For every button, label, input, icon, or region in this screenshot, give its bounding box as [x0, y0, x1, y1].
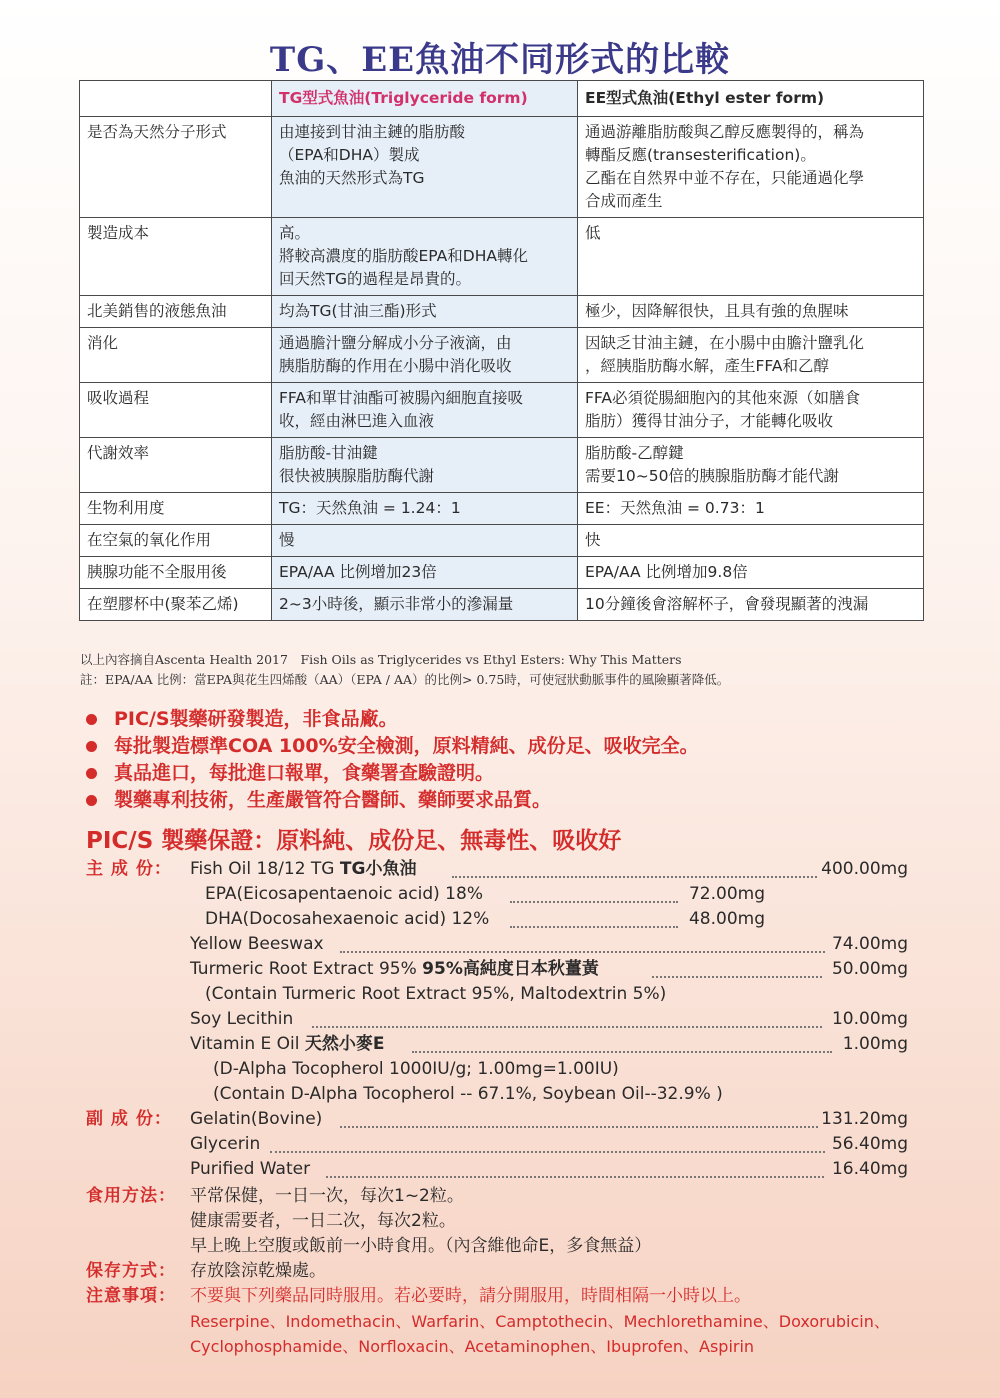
row-label: 吸收過程: [80, 383, 272, 438]
comparison-table: [79, 80, 924, 621]
table-row: [80, 525, 924, 557]
tg-cell: [272, 493, 578, 525]
turmeric-note: (Contain Turmeric Root Extract 95%, Maltodextrin 5%): [205, 984, 667, 1004]
leader-dots: [340, 951, 825, 953]
cell-line: 合成而產生: [585, 192, 663, 210]
bullet-dot-icon: [86, 795, 97, 806]
cell-line: 將較高濃度的脂肪酸EPA和DHA轉化: [279, 247, 528, 265]
cell-line: 通過游離脂肪酸與乙醇反應製得的，稱為: [585, 123, 865, 141]
feature-list: [86, 706, 699, 814]
glycerin-line: Glycerin: [190, 1134, 261, 1154]
cell-line: 收，經由淋巴進入血液: [279, 412, 435, 430]
cell-line: 脂肪酸-乙醇鍵: [585, 444, 684, 462]
page-title: TG、EE魚油不同形式的比較: [269, 40, 731, 80]
cell-line: 2~3小時後，顯示非常小的滲漏量: [279, 595, 514, 613]
usage-line-3: 早上晚上空腹或飯前一小時食用。（內含維他命E，多食無益）: [190, 1236, 652, 1256]
row-label: 北美銷售的液態魚油: [80, 296, 272, 328]
list-item: 每批製造標準COA 100%安全檢測，原料精純、成份足、吸收完全。: [86, 733, 699, 760]
table-row: [80, 589, 924, 621]
row-label: 代謝效率: [80, 438, 272, 493]
vitamin-e-line: Vitamin E Oil 天然小麥E: [190, 1034, 385, 1054]
tg-cell: [272, 383, 578, 438]
cell-line: FFA和單甘油酯可被腸內細胞直接吸: [279, 389, 524, 407]
ratio-note: 註：EPA/AA 比例：當EPA與花生四烯酸（AA）（EPA / AA）的比例> 0.75時，可使冠狀動脈事件的風險顯著降低。: [80, 672, 730, 687]
ee-cell: [578, 218, 924, 296]
cell-line: 由連接到甘油主鏈的脂肪酸: [279, 123, 466, 141]
cell-line: EPA/AA 比例增加23倍: [279, 563, 437, 581]
ee-cell: [578, 117, 924, 218]
bullet-dot-icon: [86, 714, 97, 725]
table-header-row: [80, 81, 924, 117]
caution-label: 注意事項：: [86, 1286, 176, 1306]
dha-amount: 48.00mg: [688, 909, 765, 929]
water-amount: 16.40mg: [831, 1159, 908, 1179]
leader-dots: [652, 976, 822, 978]
leader-dots: [270, 1151, 825, 1153]
usage-line-2: 健康需要者，一日二次，每次2粒。: [190, 1211, 456, 1231]
cell-line: EE：天然魚油 = 0.73：1: [585, 499, 765, 517]
list-item: PIC/S製藥研發製造，非食品廠。: [86, 706, 699, 733]
tg-cell: [272, 218, 578, 296]
tg-cell: [272, 438, 578, 493]
row-label: 消化: [80, 328, 272, 383]
sub-ingredient-label: 副 成 份：: [86, 1109, 172, 1129]
soy-lecithin-line: Soy Lecithin: [190, 1009, 294, 1029]
vitamin-e-note-1: (D-Alpha Tocopherol 1000IU/g; 1.00mg=1.00IU): [213, 1059, 619, 1079]
cell-line: 均為TG(甘油三酯)形式: [279, 302, 437, 320]
table-row: [80, 438, 924, 493]
vitamin-e-note-2: (Contain D-Alpha Tocopherol -- 67.1%, Soybean Oil--32.9% ): [213, 1084, 723, 1104]
tg-cell: [272, 557, 578, 589]
cell-line: 回天然TG的過程是昂貴的。: [279, 270, 471, 288]
turmeric-line: Turmeric Root Extract 95% 95%高純度日本秋薑黃: [190, 959, 599, 979]
storage-label: 保存方式：: [86, 1261, 176, 1281]
row-label: 在塑膠杯中(聚苯乙烯): [80, 589, 272, 621]
source-note: 以上內容摘自Ascenta Health 2017 Fish Oils as Triglycerides vs Ethyl Esters: Why This Matters: [80, 652, 682, 667]
cell-line: 高。: [279, 224, 311, 242]
bullet-dot-icon: [86, 768, 97, 779]
tg-cell: [272, 525, 578, 557]
drug-list-1: Reserpine、Indomethacin、Warfarin、Camptothecin、Mechlorethamine、Doxorubicin、: [190, 1312, 890, 1331]
cell-line: 因缺乏甘油主鏈，在小腸中由膽汁鹽乳化: [585, 334, 865, 352]
row-label: 在空氣的氧化作用: [80, 525, 272, 557]
cell-line: 脂肪酸-甘油鍵: [279, 444, 378, 462]
table-row: [80, 117, 924, 218]
cell-line: 很快被胰腺脂肪酶代謝: [279, 467, 435, 485]
ee-cell: [578, 493, 924, 525]
table-row: [80, 218, 924, 296]
table-row: [80, 328, 924, 383]
ee-cell: [578, 589, 924, 621]
row-label: 生物利用度: [80, 493, 272, 525]
main-ingredient-label: 主 成 份：: [86, 859, 172, 879]
dha-line: DHA(Docosahexaenoic acid) 12%: [205, 909, 490, 929]
ee-cell: [578, 383, 924, 438]
ee-cell: [578, 557, 924, 589]
list-item: 真品進口，每批進口報單，食藥署查驗證明。: [86, 760, 699, 787]
fish-oil-amount: 400.00mg: [821, 859, 908, 879]
tg-cell: [272, 589, 578, 621]
ee-cell: [578, 328, 924, 383]
leader-dots: [312, 1026, 822, 1028]
tg-cell: [272, 296, 578, 328]
cell-line: （EPA和DHA）製成: [279, 146, 420, 164]
epa-line: EPA(Eicosapentaenoic acid) 18%: [205, 884, 483, 904]
cell-line: 轉酯反應(transesterification)。: [585, 146, 816, 164]
gelatin-amount: 131.20mg: [821, 1109, 908, 1129]
cell-line: TG：天然魚油 = 1.24：1: [279, 499, 461, 517]
leader-dots: [326, 1176, 824, 1178]
leader-dots: [340, 1126, 818, 1128]
header-ee: EE型式魚油(Ethyl ester form): [578, 81, 924, 117]
cell-line: ，經胰脂肪酶水解，產生FFA和乙醇: [585, 357, 830, 375]
bullet-dot-icon: [86, 741, 97, 752]
pics-heading: PIC/S 製藥保證：原料純、成份足、無毒性、吸收好: [86, 828, 622, 854]
ee-cell: [578, 296, 924, 328]
beeswax-amount: 74.00mg: [831, 934, 908, 954]
caution-text: 不要與下列藥品同時服用。若必要時，請分開服用，時間相隔一小時以上。: [190, 1286, 751, 1306]
header-tg: TG型式魚油(Triglyceride form): [272, 81, 578, 117]
leader-dots: [452, 876, 817, 878]
row-label: 是否為天然分子形式: [80, 117, 272, 218]
usage-label: 食用方法：: [86, 1186, 176, 1206]
cell-line: 乙酯在自然界中並不存在，只能通過化學: [585, 169, 865, 187]
cell-line: 極少，因降解很快，且具有強的魚腥味: [585, 302, 849, 320]
cell-line: 需要10~50倍的胰腺脂肪酶才能代謝: [585, 467, 839, 485]
tg-cell: [272, 328, 578, 383]
cell-line: 快: [585, 531, 601, 549]
cell-line: EPA/AA 比例增加9.8倍: [585, 563, 748, 581]
drug-list-2: Cyclophosphamide、Norfloxacin、Acetaminophen、Ibuprofen、Aspirin: [190, 1337, 755, 1356]
cell-line: 10分鐘後會溶解杯子，會發現顯著的洩漏: [585, 595, 869, 613]
vitamin-e-amount: 1.00mg: [842, 1034, 908, 1054]
beeswax-line: Yellow Beeswax: [190, 934, 324, 954]
table-row: [80, 493, 924, 525]
cell-line: 低: [585, 224, 601, 242]
cell-line: 魚油的天然形式為TG: [279, 169, 425, 187]
glycerin-amount: 56.40mg: [831, 1134, 908, 1154]
cell-line: FFA必須從腸細胞內的其他來源（如膳食: [585, 389, 861, 407]
ee-cell: [578, 438, 924, 493]
cell-line: 脂肪）獲得甘油分子，才能轉化吸收: [585, 412, 834, 430]
leader-dots: [510, 901, 678, 903]
leader-dots: [412, 1051, 832, 1053]
ee-cell: [578, 525, 924, 557]
turmeric-amount: 50.00mg: [831, 959, 908, 979]
cell-line: 通過膽汁鹽分解成小分子液滴，由: [279, 334, 512, 352]
fish-oil-line: Fish Oil 18/12 TG TG小魚油: [190, 859, 417, 879]
row-label: 胰腺功能不全服用後: [80, 557, 272, 589]
usage-line-1: 平常保健，一日一次，每次1~2粒。: [190, 1186, 464, 1206]
cell-line: 慢: [279, 531, 295, 549]
cell-line: 胰脂肪酶的作用在小腸中消化吸收: [279, 357, 512, 375]
soy-lecithin-amount: 10.00mg: [831, 1009, 908, 1029]
storage-text: 存放陰涼乾燥處。: [190, 1261, 326, 1281]
header-empty: [80, 81, 272, 117]
row-label: 製造成本: [80, 218, 272, 296]
list-item: 製藥專利技術，生產嚴管符合醫師、藥師要求品質。: [86, 787, 699, 814]
table-row: [80, 296, 924, 328]
water-line: Purified Water: [190, 1159, 311, 1179]
gelatin-line: Gelatin(Bovine): [190, 1109, 323, 1129]
epa-amount: 72.00mg: [688, 884, 765, 904]
tg-cell: [272, 117, 578, 218]
table-row: [80, 557, 924, 589]
leader-dots: [510, 926, 678, 928]
table-row: [80, 383, 924, 438]
